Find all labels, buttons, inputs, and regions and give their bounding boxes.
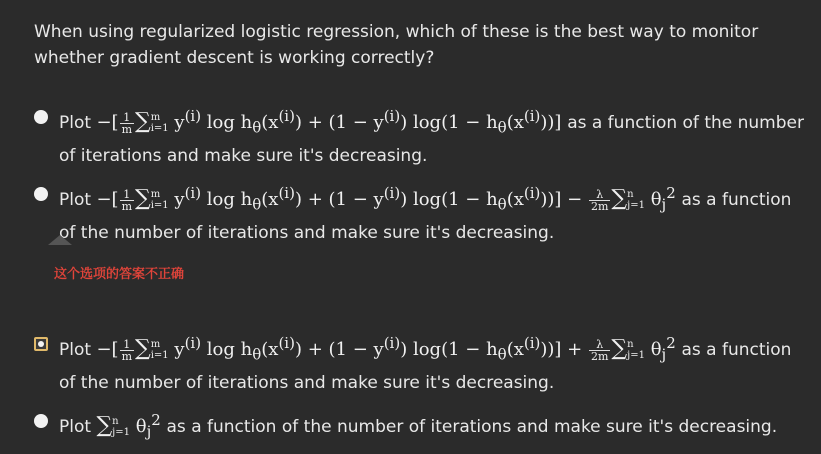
cost-formula: −[ $\frac{1}{m}$ ∑ m i=1 $y^{(i)}$ $\log h_\theta(x^{(i)}) + (1 - y^{(i)}) \log(1 - h_\theta(x^{(i)}))$] + $\frac{\lambda}{2m}$ ∑ n j=1 $\theta_j^2$ [96, 334, 676, 364]
feedback-message: 这个选项的答案不正确 [54, 267, 185, 282]
option-prefix: Plot [59, 113, 92, 133]
option-suffix: as a function of the number of iterations and make sure it's decreasing. [166, 417, 778, 437]
option-prefix: Plot [59, 417, 92, 437]
answer-option-2[interactable] [34, 179, 804, 247]
radio-button-1[interactable] [34, 110, 48, 124]
answer-option-3[interactable] [34, 329, 804, 397]
radio-button-2[interactable] [34, 187, 48, 201]
question-text: When using regularized logistic regression, which of these is the best way to monitor whether gradient descent is working correctly? [34, 22, 759, 68]
radio-button-3-selected[interactable] [34, 337, 48, 351]
cost-formula: −[ $\frac{1}{m}$ ∑ m i=1 $y^{(i)}$ $\log h_\theta(x^{(i)}) + (1 - y^{(i)}) \log(1 - h_\theta(x^{(i)}))$] − $\frac{\lambda}{2m}$ ∑ n j=1 $\theta_j^2$ [96, 184, 676, 214]
option-suffix: as a function of the number of iterations and make sure it's decreasing. [59, 190, 792, 243]
answer-option-1[interactable] [34, 102, 804, 170]
answer-option-4[interactable] [34, 406, 804, 446]
option-suffix: as a function of the number of iterations and make sure it's decreasing. [59, 340, 792, 393]
feedback-pointer [48, 235, 72, 245]
option-prefix: Plot [59, 340, 92, 360]
option-prefix: Plot [59, 190, 92, 210]
regularization-formula: ∑ n j=1 $\theta_j^2$ [96, 411, 161, 441]
option-suffix: as a function of the number of iterations and make sure it's decreasing. [59, 113, 804, 166]
radio-button-4[interactable] [34, 414, 48, 428]
cost-formula: −[ $\frac{1}{m}$ ∑ m i=1 $y^{(i)}$ $\log h_\theta(x^{(i)}) + (1 - y^{(i)}) \log(1 - h_\theta(x^{(i)}))$] [96, 107, 568, 137]
